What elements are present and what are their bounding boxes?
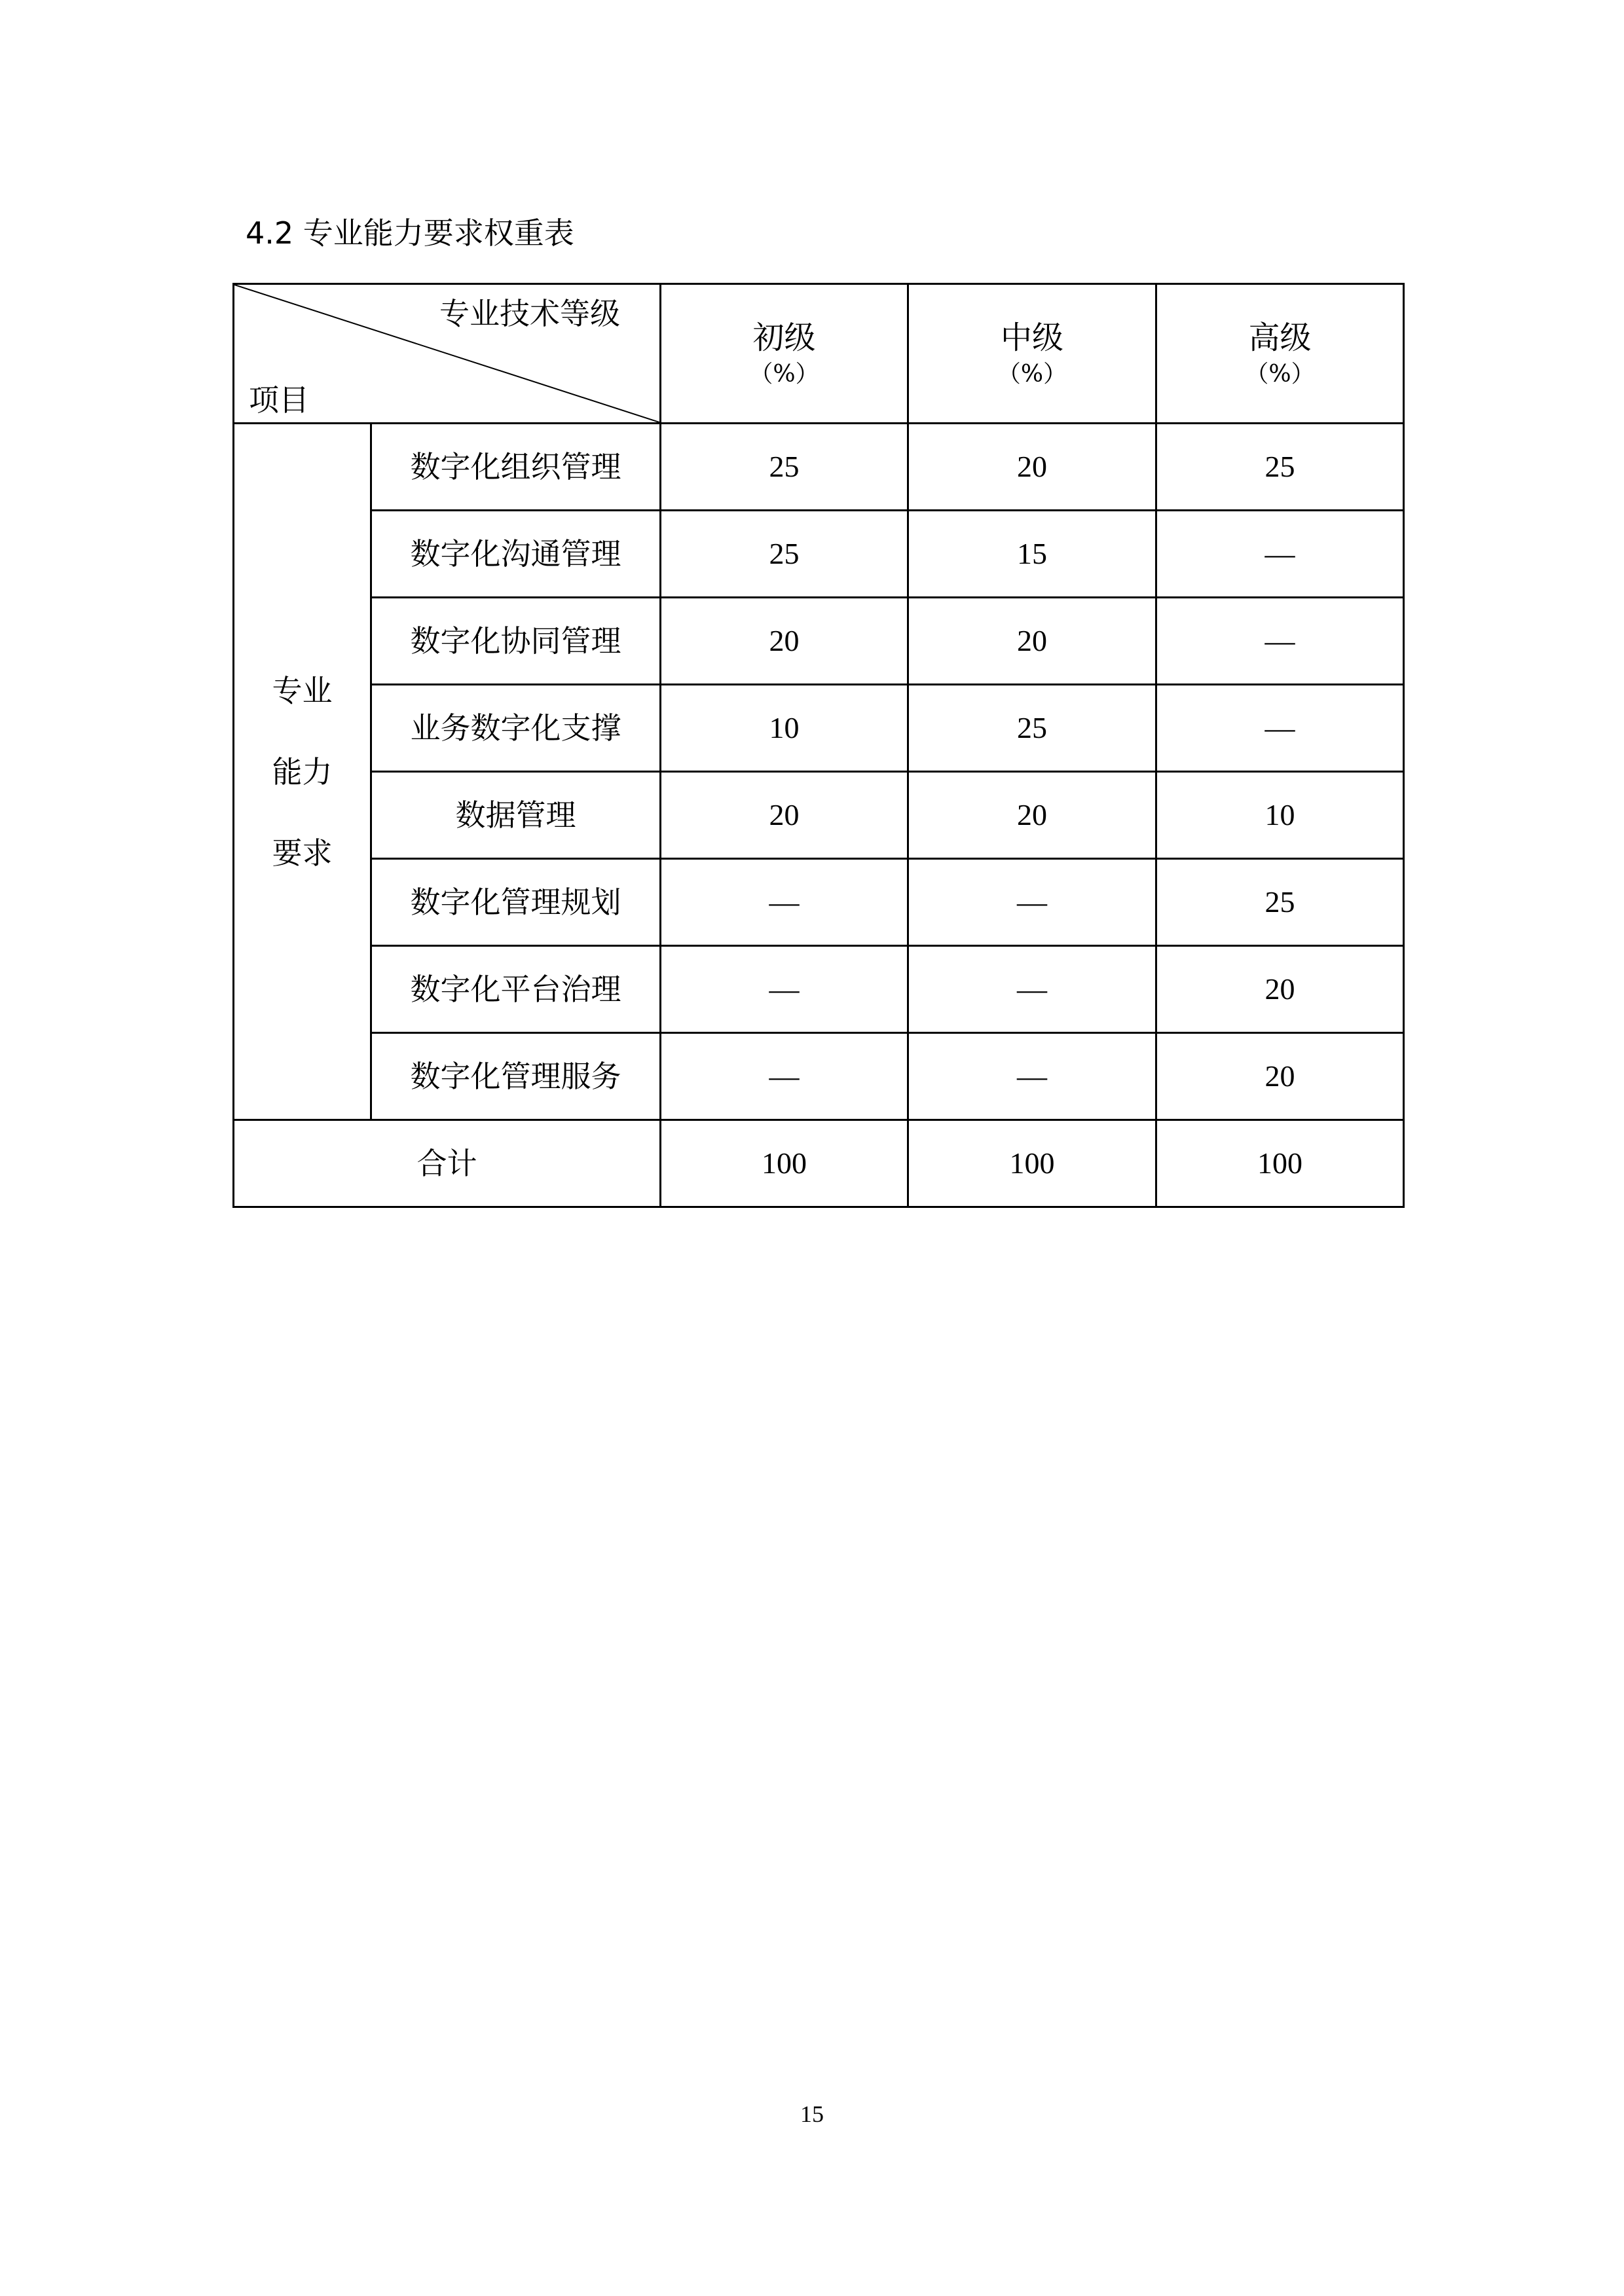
value-senior: 25 [1156, 424, 1404, 511]
value-senior: — [1156, 598, 1404, 685]
table-row [234, 685, 1404, 772]
table-row [234, 946, 1404, 1033]
level-header-senior [1156, 284, 1404, 424]
item-name: 数字化平台治理 [371, 946, 661, 1033]
level-name: 高级 [1248, 319, 1312, 356]
value-junior: 25 [661, 511, 908, 598]
table-row [234, 772, 1404, 859]
total-intermediate: 100 [908, 1120, 1156, 1207]
value-intermediate: — [908, 946, 1156, 1033]
level-header-intermediate [908, 284, 1156, 424]
level-unit: （%） [997, 361, 1067, 388]
value-intermediate: 20 [908, 424, 1156, 511]
item-name: 数字化管理服务 [371, 1033, 661, 1120]
group-label-cell [234, 424, 371, 1120]
table-row [234, 1033, 1404, 1120]
item-name: 数字化管理规划 [371, 859, 661, 946]
value-intermediate: 15 [908, 511, 1156, 598]
table-row [234, 598, 1404, 685]
value-senior: 20 [1156, 1033, 1404, 1120]
level-unit: （%） [749, 361, 819, 388]
value-senior: — [1156, 511, 1404, 598]
group-label-line: 专业 [272, 672, 333, 708]
table-row [234, 511, 1404, 598]
total-label: 合计 [234, 1120, 661, 1207]
total-row [234, 1120, 1404, 1207]
value-intermediate: 25 [908, 685, 1156, 772]
value-junior: — [661, 946, 908, 1033]
item-name: 数字化协同管理 [371, 598, 661, 685]
item-name: 业务数字化支撑 [371, 685, 661, 772]
table-header-row [234, 284, 1404, 424]
value-senior: 20 [1156, 946, 1404, 1033]
value-junior: — [661, 859, 908, 946]
value-junior: 10 [661, 685, 908, 772]
level-name: 中级 [1000, 319, 1063, 356]
item-name: 数字化沟通管理 [371, 511, 661, 598]
corner-bottom-label: 项目 [249, 382, 309, 418]
group-label-line: 要求 [272, 835, 333, 871]
value-intermediate: — [908, 859, 1156, 946]
item-name: 数据管理 [371, 772, 661, 859]
total-senior: 100 [1156, 1120, 1404, 1207]
weight-table [232, 283, 1405, 1208]
page-number: 15 [800, 2101, 824, 2127]
level-name: 初级 [752, 319, 816, 356]
value-senior: — [1156, 685, 1404, 772]
corner-header-cell [234, 284, 661, 424]
table-row [234, 424, 1404, 511]
table-row [234, 859, 1404, 946]
corner-top-label: 专业技术等级 [439, 296, 620, 331]
total-junior: 100 [661, 1120, 908, 1207]
section-title: 4.2 专业能力要求权重表 [246, 215, 574, 251]
group-label-line: 能力 [272, 754, 333, 790]
value-senior: 25 [1156, 859, 1404, 946]
value-junior: 20 [661, 772, 908, 859]
value-junior: 25 [661, 424, 908, 511]
value-intermediate: — [908, 1033, 1156, 1120]
level-header-junior [661, 284, 908, 424]
value-intermediate: 20 [908, 598, 1156, 685]
value-junior: — [661, 1033, 908, 1120]
value-senior: 10 [1156, 772, 1404, 859]
value-junior: 20 [661, 598, 908, 685]
level-unit: （%） [1245, 361, 1315, 388]
value-intermediate: 20 [908, 772, 1156, 859]
item-name: 数字化组织管理 [371, 424, 661, 511]
